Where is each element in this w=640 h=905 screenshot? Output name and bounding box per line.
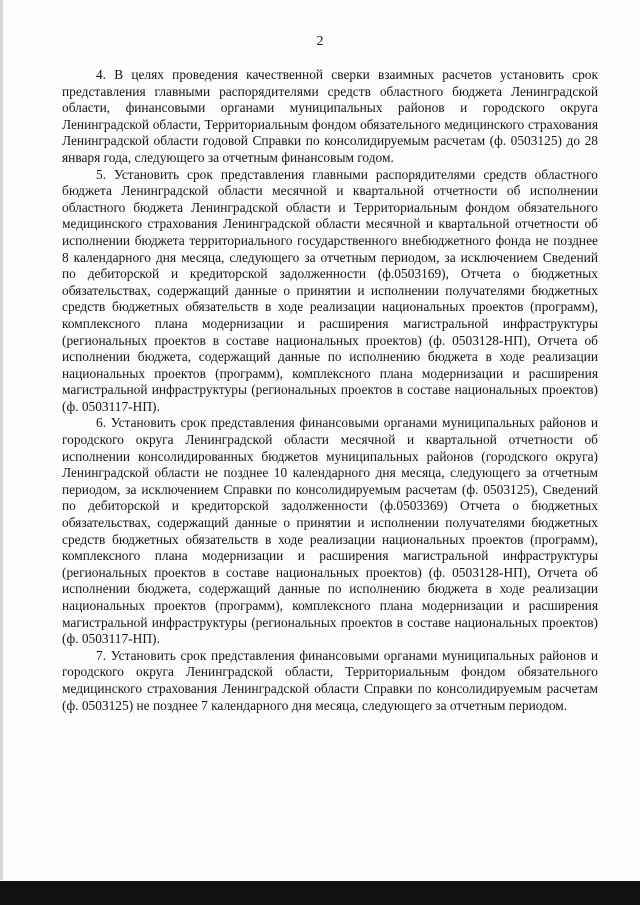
paragraph-4: 4. В целях проведения качественной сверки взаимных расчетов установить срок представления главными распорядителями средств областного бюджета Ленинградской области, финансовыми органами муниципальных районов и городского округа Ленинградской области, Территориальным фондом обязательного медицинского страхования Ленинградской области годовой Справки по консолидируемым расчетам (ф. 0503125) до 28 января года, следующего за отчетным финансовым годом. [62,67,598,165]
document-body [62,67,598,714]
page-number: 2 [316,34,324,49]
paragraph-7: 7. Установить срок представления финансовыми органами муниципальных районов и городского округа Ленинградской области, Территориальным фондом обязательного медицинского страхования Ленинградской области Справки по консолидируемым расчетам (ф. 0503125) не позднее 7 календарного дня месяца, следующего за отчетным периодом. [62,647,598,713]
scan-bottom-bar [0,881,640,905]
paragraph-5: 5. Установить срок представления главными распорядителями средств областного бюджета Ленинградской области месячной и квартальной отчетности об исполнении областного бюджета Ленинградской области и Территориальным фондом обязательного медицинского страхования Ленинградской области месячной и квартальной отчетности об исполнении бюджета территориального государственного внебюджетного фонда не позднее 8 календарного дня месяца, следующего за отчетным периодом, за исключением Сведений по дебиторской и кредиторской задолженности (ф.0503169), Отчета о бюджетных обязательствах, содержащий данные о принятии и исполнении получателями бюджетных средств бюджетных обязательств в ходе реализации национальных проектов (программ), комплексного плана модернизации и расширения магистральной инфраструктуры (региональных проектов в составе национальных проектов) (ф. 0503128-НП), Отчета об исполнении бюджета, содержащий данные по исполнению бюджета в ходе реализации национальных проектов (программ), комплексного плана модернизации и расширения магистральной инфраструктуры (региональных проектов в составе национальных проектов) (ф. 0503117-НП). [62,166,598,414]
scan-left-edge [0,0,3,880]
paragraph-6: 6. Установить срок представления финансовыми органами муниципальных районов и городского округа Ленинградской области месячной и квартальной отчетности об исполнении консолидированных бюджетов муниципальных районов (городского округа) Ленинградской области не позднее 10 календарного дня месяца, следующего за отчетным периодом, за исключением Справки по консолидируемым расчетам (ф. 0503125), Сведений по дебиторской и кредиторской задолженности (ф.0503369) Отчета о бюджетных обязательствах, содержащий данные о принятии и исполнении получателями бюджетных средств бюджетных обязательств в ходе реализации национальных проектов (программ), комплексного плана модернизации и расширения магистральной инфраструктуры (региональных проектов в составе национальных проектов) (ф. 0503128-НП), Отчета об исполнении бюджета, содержащий данные по исполнению бюджета в ходе реализации национальных проектов (программ), комплексного плана модернизации и расширения магистральной инфраструктуры (региональных проектов в составе национальных проектов) (ф. 0503117-НП). [62,415,598,647]
